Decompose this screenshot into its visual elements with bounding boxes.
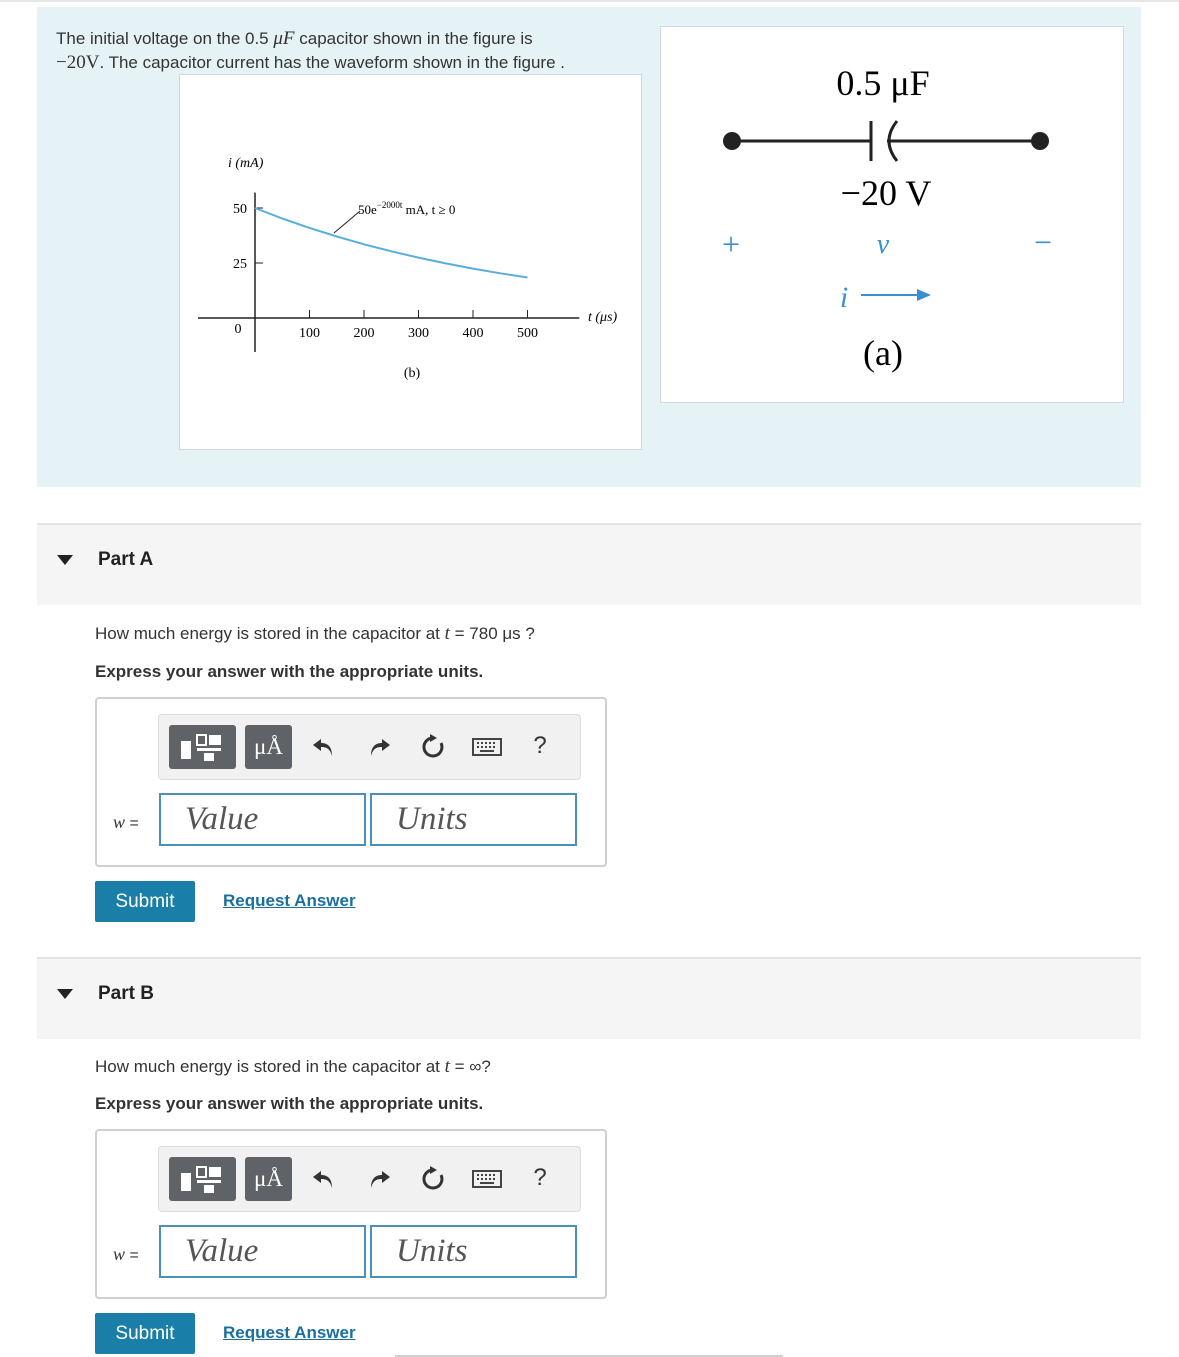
part-a-instruction: Express your answer with the appropriate units. — [95, 662, 484, 681]
equals-sign: = — [125, 1247, 139, 1264]
top-divider — [0, 0, 1179, 2]
capacitance-value: μF — [273, 28, 295, 49]
annotation-leader — [334, 211, 360, 233]
redo-icon — [366, 1166, 392, 1192]
curve-annotation: $50e^{-2000t}$ mA, t ≥ 0 — [358, 200, 456, 217]
current-arrow-icon — [917, 289, 931, 301]
reset-icon — [419, 1165, 447, 1193]
x-tick-label: 200 — [353, 326, 375, 341]
units-input[interactable]: Units — [370, 1225, 577, 1278]
current-curve — [255, 208, 528, 278]
math-toolbar — [158, 1146, 581, 1212]
problem-text-part: . The capacitor current has the waveform shown in the figure . — [99, 53, 565, 72]
problem-text-part: capacitor shown in the figure is — [294, 29, 533, 48]
current-symbol: i — [839, 281, 849, 314]
help-button[interactable]: ? — [533, 1164, 547, 1191]
variable-name: w — [113, 812, 126, 832]
units-button[interactable]: μÅ — [245, 1157, 292, 1201]
problem-text — [56, 27, 656, 75]
reset-icon — [419, 733, 447, 761]
undo-button[interactable] — [309, 1163, 339, 1195]
templates-icon — [177, 731, 229, 763]
templates-icon — [177, 1163, 229, 1195]
capacitor-circuit-figure — [660, 26, 1124, 403]
variable-name: w — [113, 1244, 126, 1264]
part-b-question — [95, 1056, 491, 1078]
templates-button[interactable] — [169, 725, 236, 769]
plus-sign: + — [721, 226, 741, 262]
answer-variable-label — [113, 1244, 139, 1265]
undo-icon — [311, 1166, 337, 1192]
value-input[interactable]: Value — [159, 1225, 366, 1278]
keyboard-icon — [472, 738, 502, 756]
units-input[interactable]: Units — [370, 793, 577, 846]
value-input[interactable]: Value — [159, 793, 366, 846]
current-waveform-figure — [179, 74, 642, 450]
initial-voltage-label: −20 V — [840, 173, 932, 213]
x-tick-label: 400 — [462, 326, 484, 341]
part-b-title: Part B — [98, 983, 154, 1004]
question-text: = 780 μs ? — [449, 624, 535, 643]
figure-b-caption: (b) — [403, 366, 421, 381]
keyboard-icon — [472, 1170, 502, 1188]
question-text: How much energy is stored in the capacitor at — [95, 624, 445, 643]
question-text: How much energy is stored in the capacitor at — [95, 1057, 445, 1076]
capacitance-label: 0.5 μF — [836, 63, 930, 103]
part-b-header[interactable] — [37, 957, 1141, 1039]
request-answer-link[interactable]: Request Answer — [223, 1323, 356, 1342]
question-text: = ∞? — [449, 1057, 491, 1076]
problem-text-part: The initial voltage on the 0.5 — [56, 29, 274, 48]
templates-button[interactable] — [169, 1157, 236, 1201]
circuit-diagram — [661, 27, 1123, 402]
units-button[interactable]: μÅ — [245, 725, 292, 769]
redo-icon — [366, 734, 392, 760]
reset-button[interactable] — [417, 731, 449, 763]
x-axis-label: t (μs) — [588, 310, 618, 325]
keyboard-button[interactable] — [469, 1163, 505, 1195]
submit-button[interactable]: Submit — [95, 881, 195, 922]
answer-variable-label — [113, 812, 139, 833]
keyboard-button[interactable] — [469, 731, 505, 763]
question-variable: t — [444, 1056, 450, 1077]
x-tick-label: 300 — [408, 326, 429, 341]
collapse-caret-icon[interactable] — [57, 555, 73, 565]
initial-voltage-value: −20V — [56, 52, 100, 73]
collapse-caret-icon[interactable] — [57, 989, 73, 999]
minus-sign: − — [1033, 224, 1053, 260]
redo-button[interactable] — [364, 731, 394, 763]
equals-sign: = — [125, 815, 139, 832]
help-button[interactable]: ? — [533, 732, 547, 759]
reset-button[interactable] — [417, 1163, 449, 1195]
x-tick-label: 100 — [299, 326, 320, 341]
part-b-instruction: Express your answer with the appropriate units. — [95, 1094, 484, 1113]
y-tick-label: 25 — [233, 257, 247, 272]
y-tick-label: 50 — [233, 202, 247, 217]
part-a-header[interactable] — [37, 523, 1141, 605]
part-a-answer-box — [95, 697, 607, 867]
part-a-title: Part A — [98, 549, 154, 570]
figure-a-caption: (a) — [863, 333, 903, 373]
redo-button[interactable] — [364, 1163, 394, 1195]
part-a-question — [95, 623, 535, 645]
question-variable: t — [444, 623, 450, 644]
voltage-symbol: v — [876, 229, 890, 260]
math-toolbar — [158, 714, 581, 780]
submit-button[interactable]: Submit — [95, 1313, 195, 1354]
x-tick-label: 500 — [517, 326, 538, 341]
waveform-chart — [180, 75, 641, 449]
request-answer-link[interactable]: Request Answer — [223, 891, 356, 910]
undo-button[interactable] — [309, 731, 339, 763]
origin-label: 0 — [234, 322, 242, 337]
part-b-answer-box — [95, 1129, 607, 1299]
y-axis-label: i (mA) — [228, 156, 264, 171]
undo-icon — [311, 734, 337, 760]
